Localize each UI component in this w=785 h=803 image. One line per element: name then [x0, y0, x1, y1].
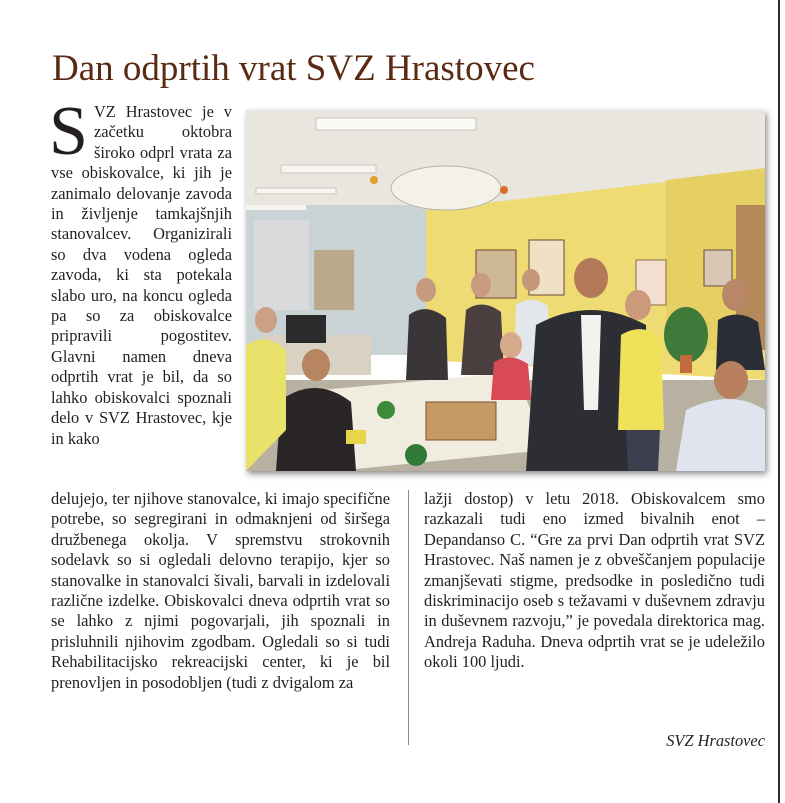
drop-cap: S [49, 93, 88, 170]
article-signature: SVZ Hrastovec [666, 731, 765, 750]
intro-text: VZ Hrastovec je v začetku oktobra široko odprl vrata za vse obiskovalce, ki jih je zanimalo delovanje zavoda in življenje tamkajšnjih stanovalcev. Organizirali so dva vodena ogleda zavoda, ki sta potekala slabo uro, na koncu ogleda pa so za obiskovalce pripravili pogostitev. Glavni namen dneva odprtih vrat je bil, da so lahko obiskovalci spoznali delo v SVZ Hrastovec, kje in kako [51, 102, 232, 448]
article-title: Dan odprtih vrat SVZ Hrastovec [52, 48, 535, 89]
article-body-left-column: delujejo, ter njihove stanovalce, ki imajo specifične potrebe, so segregirani in odmaknjeni od širšega družbenega okolja. V spremstvu strokovnih sodelavk so si ogledali delovno terapijo, kjer so stanovalke in stanovalci šivali, barvali in izdelovali različne izdelke. Obiskovalci dneva odprtih vrat so se lahko z njimi pogovarjali, jih spoznali in prisluhnili njihovim zgodbam. Ogledali so si tudi Rehabilitacijsko rekreacijski center, ki je bil prenovljen in posodobljen (tudi z dvigalom za [51, 489, 390, 692]
column-divider [408, 490, 409, 745]
article-body-right-column: lažji dostop) v letu 2018. Obiskovalcem smo razkazali tudi eno izmed bivalnih enot – Depandanso C. “Gre za prvi Dan odprtih vrat SVZ Hrastovec. Naš namen je z obveščanjem populacije zmanjševati stigme, predsodke in posledično tudi diskriminacijo oseb s težavami v duševnem zdravju in duševnem razvoju,” je povedala direktorica mag. Andreja Raduha. Dneva odprtih vrat se je udeležilo okoli 100 ljudi. [424, 489, 765, 672]
page-edge-rule [778, 0, 780, 803]
open-day-photo [246, 110, 765, 471]
article-intro [49, 93, 232, 449]
article-photo [246, 110, 765, 471]
